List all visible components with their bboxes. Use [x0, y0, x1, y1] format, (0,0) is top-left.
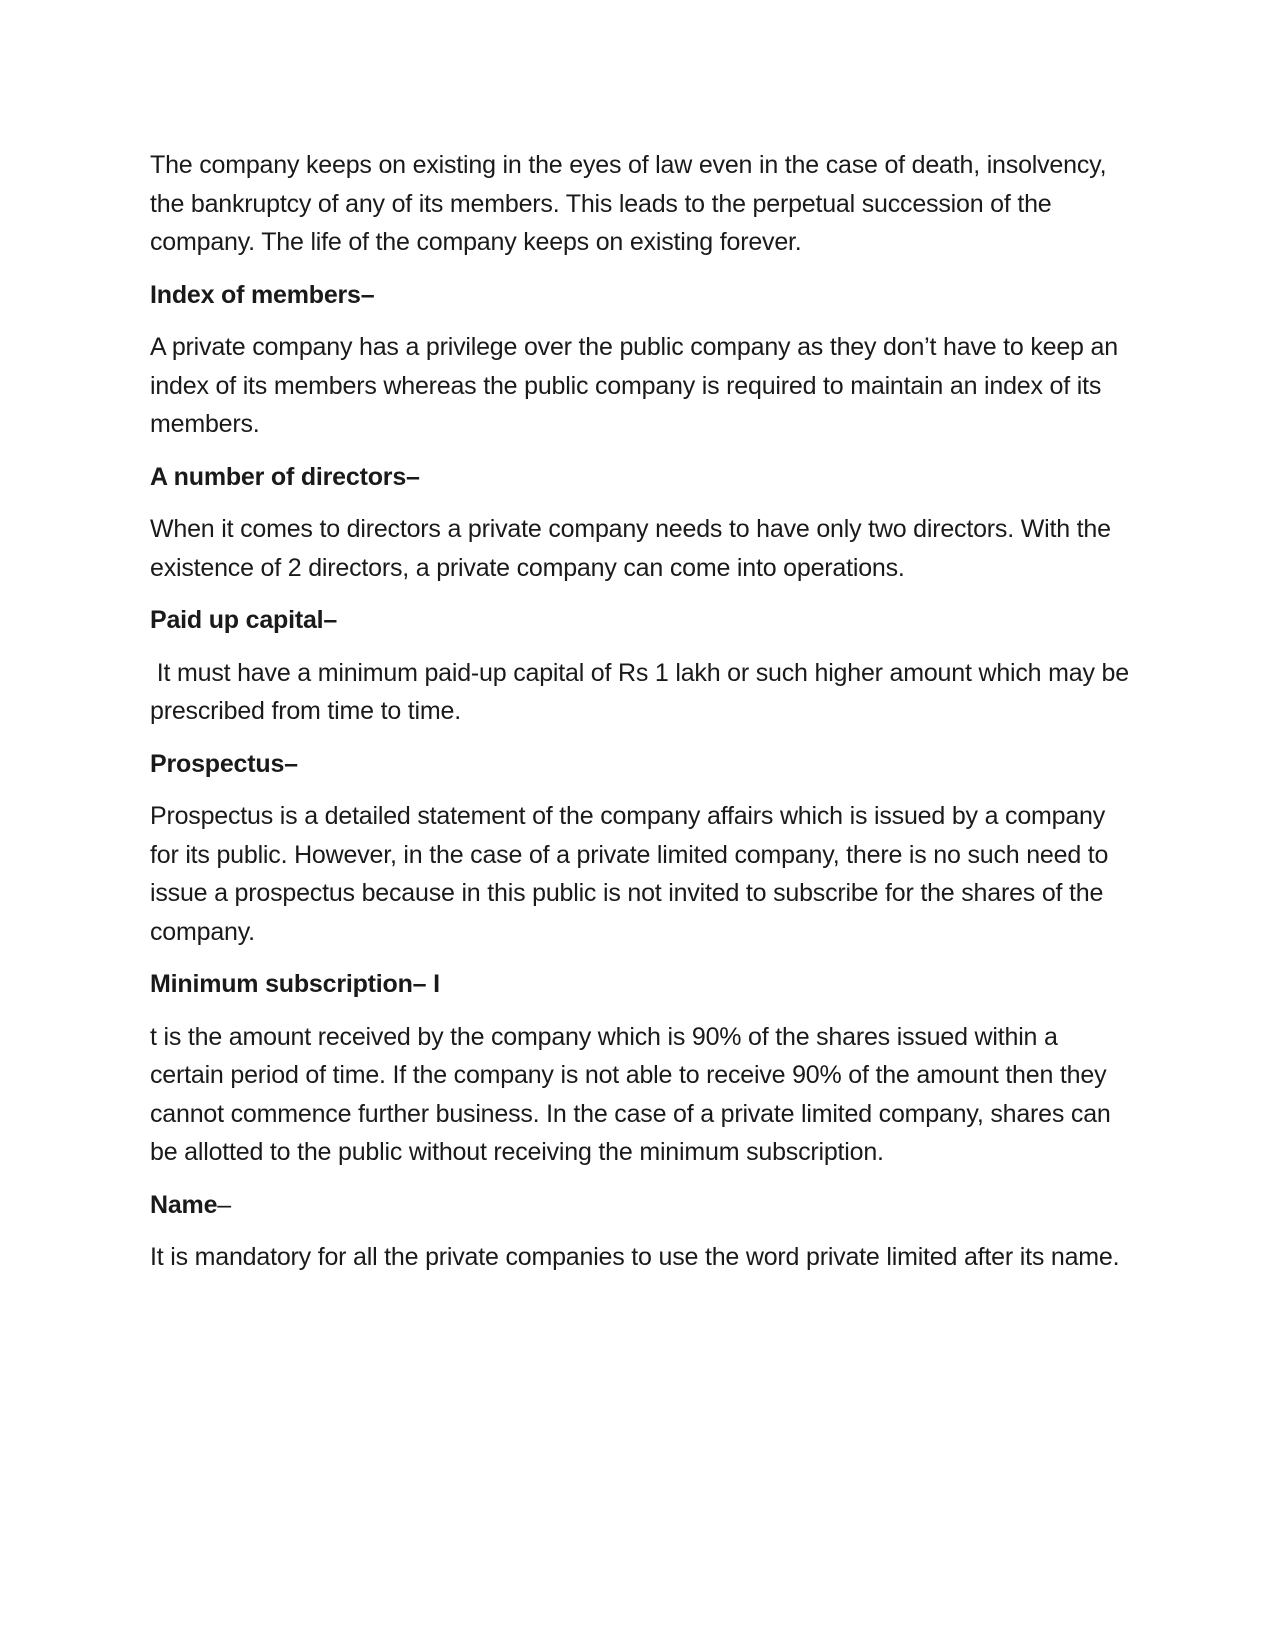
heading-index-of-members: Index of members– [150, 280, 375, 309]
paragraph-prospectus: Prospectus is a detailed statement of the company affairs which is issued by a company for its public. However, in the case of a private limited company, there is no such need to issue a prospectus because in this public is not invited to subscribe for the shares of the company. [150, 802, 1109, 946]
heading-minimum-subscription: Minimum subscription– I [150, 970, 440, 998]
heading-prospectus: Prospectus– [150, 749, 298, 778]
paragraph-paid-up-capital: It must have a minimum paid-up capital of Rs 1 lakh or such higher amount which may be prescribed from time to time. [150, 658, 1136, 725]
paragraph-perpetual-succession: The company keeps on existing in the eyes of law even in the case of death, insolvency, the bankruptcy of any of its members. This leads to the perpetual succession of the company. The life of the company keeps on existing forever. [150, 151, 1107, 256]
paragraph-number-of-directors: When it comes to directors a private company needs to have only two directors. With the existence of 2 directors, a private company can come into operations. [150, 515, 1111, 582]
paragraph-name: It is mandatory for all the private companies to use the word private limited after its name. [150, 1243, 1120, 1271]
heading-name-text: Name [150, 1190, 218, 1219]
heading-number-of-directors: A number of directors– [150, 462, 420, 491]
heading-name-dash: – [217, 1190, 232, 1219]
paragraph-minimum-subscription: t is the amount received by the company which is 90% of the shares issued within a certain period of time. If the company is not able to receive 90% of the amount then they cannot commence further business. In the case of a private limited company, shares can be allotted to the public without receiving the minimum subscription. [150, 1022, 1111, 1166]
document-body [150, 146, 1135, 1291]
heading-paid-up-capital: Paid up capital– [150, 606, 338, 634]
paragraph-index-of-members: A private company has a privilege over the public company as they don’t have to keep an index of its members whereas the public company is required to maintain an index of its members. [150, 333, 1118, 438]
heading-name [150, 1186, 1135, 1225]
